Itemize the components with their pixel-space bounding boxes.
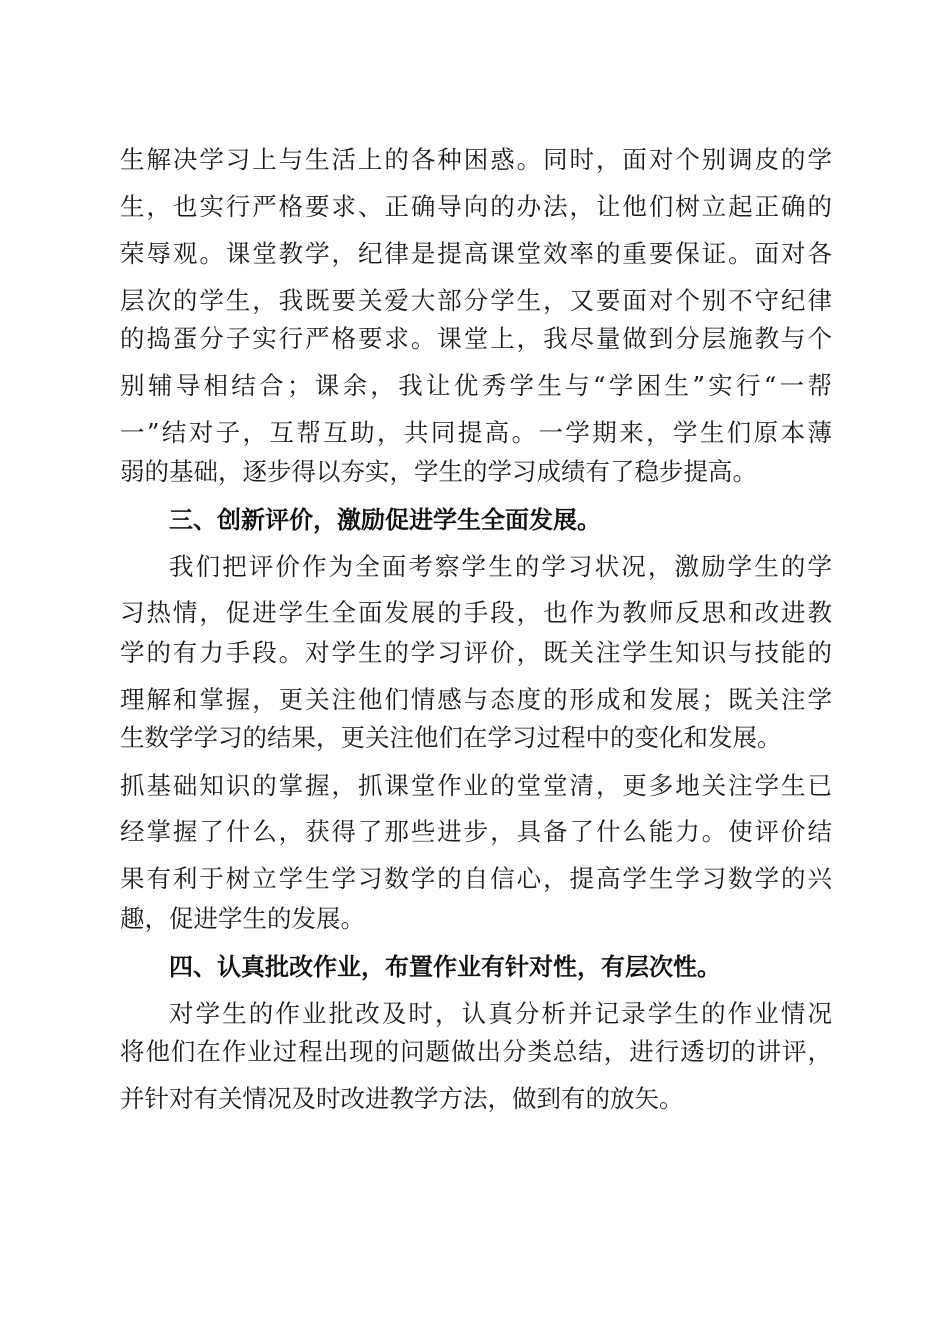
text-line: 一”结对子，互帮互助，共同提高。一学期来，学生们原本薄 [120, 418, 832, 447]
text-line: 荣辱观。课堂教学，纪律是提高课堂效率的重要保证。面对各 [120, 239, 832, 268]
text-line: 学的有力手段。对学生的学习评价，既关注学生知识与技能的 [120, 638, 832, 667]
text-line: 对学生的作业批改及时，认真分析并记录学生的作业情况 [169, 999, 832, 1028]
text-line: 将他们在作业过程出现的问题做出分类总结，进行透切的讲评， [120, 1037, 832, 1066]
text-line: 果有利于树立学生学习数学的自信心，提高学生学习数学的兴 [120, 864, 832, 893]
text-line: 生，也实行严格要求、正确导向的办法，让他们树立起正确的 [120, 192, 832, 221]
text-line: 别辅导相结合；课余，我让优秀学生与“学困生”实行“一帮 [120, 371, 832, 400]
section-heading: 四、认真批改作业，布置作业有针对性，有层次性。 [169, 953, 721, 981]
text-line: 理解和掌握，更关注他们情感与态度的形成和发展；既关注学 [120, 685, 832, 714]
text-line: 趣，促进学生的发展。 [120, 904, 365, 933]
text-line: 经掌握了什么，获得了那些进步，具备了什么能力。使评价结 [120, 817, 832, 846]
text-line: 生解决学习上与生活上的各种困惑。同时，面对个别调皮的学 [120, 145, 832, 174]
text-line: 层次的学生，我既要关爱大部分学生，又要面对个别不守纪律 [120, 286, 832, 315]
text-line: 并针对有关情况及时改进教学方法，做到有的放矢。 [120, 1084, 684, 1113]
text-line: 生数学学习的结果，更关注他们在学习过程中的变化和发展。 [120, 723, 782, 752]
text-line: 抓基础知识的掌握，抓课堂作业的堂堂清，更多地关注学生已 [120, 771, 832, 800]
text-line: 的捣蛋分子实行严格要求。课堂上，我尽量做到分层施教与个 [120, 324, 832, 353]
section-heading: 三、创新评价，激励促进学生全面发展。 [169, 506, 601, 534]
text-line: 习热情，促进学生全面发展的手段，也作为教师反思和改进教 [120, 598, 832, 627]
text-line: 我们把评价作为全面考察学生的学习状况，激励学生的学 [169, 552, 832, 581]
text-line: 弱的基础，逐步得以夯实，学生的学习成绩有了稳步提高。 [120, 457, 757, 486]
